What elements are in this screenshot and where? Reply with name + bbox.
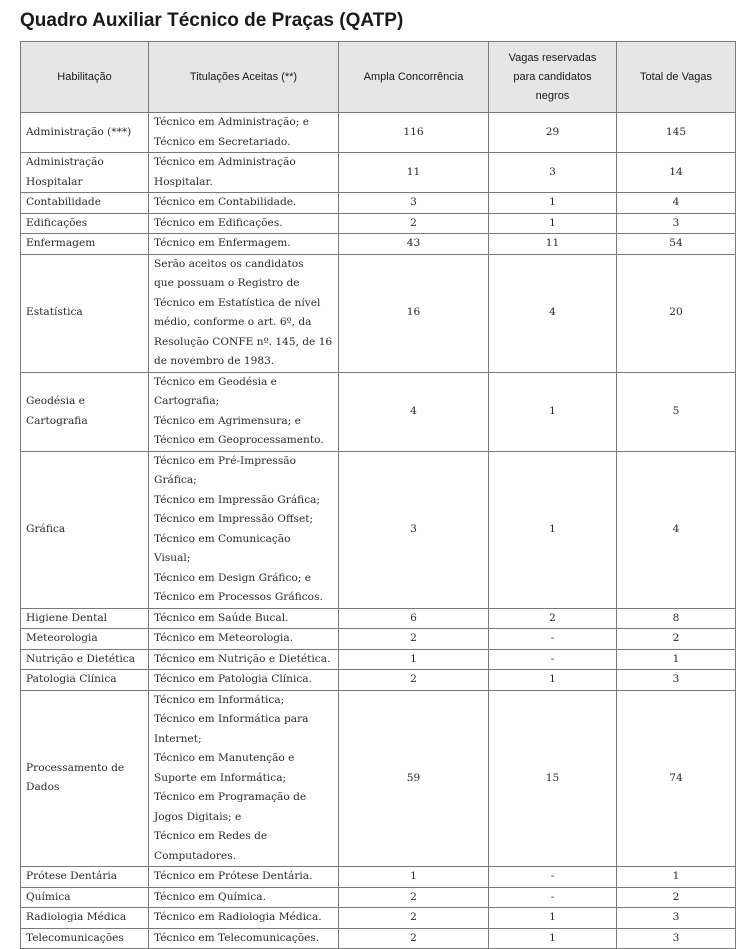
- cell-titulacoes-line: Internet;: [154, 732, 202, 745]
- cell-titulacoes-line: Técnico em Telecomunicações.: [154, 931, 320, 944]
- cell-total-vagas: 54: [617, 234, 736, 255]
- cell-titulacoes: [149, 372, 339, 451]
- cell-titulacoes-line: Técnico em Meteorologia.: [154, 632, 294, 644]
- table-row: [21, 234, 736, 255]
- cell-habilitacao: [21, 649, 149, 670]
- table-row: [21, 254, 736, 372]
- cell-titulacoes-line: Técnico em Programação de: [154, 791, 307, 803]
- cell-habilitacao: [21, 867, 149, 888]
- cell-habilitacao: [21, 113, 149, 153]
- cell-vagas-reservadas: 1: [489, 451, 617, 608]
- cell-titulacoes-line: Técnico em Estatística de nível: [154, 296, 321, 309]
- cell-habilitacao-line: Nutrição e Dietética: [26, 652, 136, 665]
- header-titulacoes: Titulações Aceitas (**): [149, 42, 339, 113]
- cell-total-vagas: 2: [617, 887, 736, 908]
- cell-habilitacao: [21, 213, 149, 234]
- cell-vagas-reservadas: 1: [489, 670, 617, 691]
- cell-titulacoes-line: Técnico em Química.: [154, 890, 266, 903]
- cell-vagas-reservadas: 11: [489, 234, 617, 255]
- cell-total-vagas: 2: [617, 629, 736, 650]
- cell-total-vagas: 3: [617, 908, 736, 929]
- cell-titulacoes: [149, 193, 339, 214]
- cell-ampla-concorrencia: 2: [339, 670, 489, 691]
- cell-habilitacao: [21, 629, 149, 650]
- cell-habilitacao-line: Processamento de: [26, 761, 125, 774]
- cell-ampla-concorrencia: 3: [339, 451, 489, 608]
- cell-total-vagas: 8: [617, 608, 736, 629]
- cell-titulacoes-line: Técnico em Informática para: [154, 713, 309, 725]
- cell-titulacoes-line: Técnico em Comunicação: [154, 532, 291, 545]
- table-row: [21, 608, 736, 629]
- table-row: [21, 908, 736, 929]
- cell-total-vagas: 20: [617, 254, 736, 372]
- cell-ampla-concorrencia: 6: [339, 608, 489, 629]
- cell-ampla-concorrencia: 116: [339, 113, 489, 153]
- cell-vagas-reservadas: 4: [489, 254, 617, 372]
- cell-total-vagas: 4: [617, 451, 736, 608]
- cell-titulacoes-line: Técnico em Contabilidade.: [154, 196, 297, 208]
- cell-vagas-reservadas: 2: [489, 608, 617, 629]
- cell-habilitacao: [21, 670, 149, 691]
- cell-vagas-reservadas: -: [489, 867, 617, 888]
- cell-titulacoes-line: Técnico em Design Gráfico; e: [154, 571, 312, 584]
- cell-vagas-reservadas: 1: [489, 372, 617, 451]
- cell-total-vagas: 4: [617, 193, 736, 214]
- cell-titulacoes-line: Técnico em Edificações.: [154, 216, 283, 229]
- cell-total-vagas: 1: [617, 867, 736, 888]
- cell-titulacoes: [149, 908, 339, 929]
- table-row: [21, 670, 736, 691]
- cell-ampla-concorrencia: 2: [339, 213, 489, 234]
- cell-ampla-concorrencia: 3: [339, 193, 489, 214]
- cell-titulacoes-line: Técnico em Administração: [154, 156, 296, 168]
- cell-habilitacao-line: Edificações: [26, 216, 88, 229]
- table-row: [21, 928, 736, 949]
- cell-titulacoes-line: Técnico em Enfermagem.: [154, 237, 291, 249]
- cell-titulacoes: [149, 649, 339, 670]
- cell-ampla-concorrencia: 2: [339, 887, 489, 908]
- cell-habilitacao-line: Telecomunicações: [26, 931, 124, 944]
- cell-habilitacao-line: Higiene Dental: [26, 611, 108, 624]
- cell-habilitacao: [21, 372, 149, 451]
- cell-titulacoes-line: Hospitalar.: [154, 175, 213, 188]
- table-row: [21, 113, 736, 153]
- cell-habilitacao: [21, 451, 149, 608]
- cell-habilitacao-line: Radiologia Médica: [26, 911, 127, 923]
- cell-titulacoes-line: Técnico em Manutenção e: [154, 752, 295, 764]
- cell-titulacoes-line: Técnico em Prótese Dentária.: [154, 870, 313, 882]
- cell-vagas-reservadas: -: [489, 629, 617, 650]
- cell-titulacoes-line: Técnico em Geoprocessamento.: [154, 434, 324, 446]
- cell-habilitacao: [21, 234, 149, 255]
- cell-titulacoes: [149, 451, 339, 608]
- cell-habilitacao-line: Meteorologia: [26, 632, 98, 644]
- cell-titulacoes: [149, 254, 339, 372]
- cell-ampla-concorrencia: 16: [339, 254, 489, 372]
- cell-titulacoes-line: Técnico em Secretariado.: [154, 135, 291, 148]
- header-total-vagas: Total de Vagas: [617, 42, 736, 113]
- cell-titulacoes: [149, 928, 339, 949]
- cell-titulacoes-line: Técnico em Pré-Impressão: [154, 454, 296, 467]
- cell-habilitacao-line: Cartografia: [26, 414, 88, 427]
- cell-habilitacao-line: Estatística: [26, 306, 83, 319]
- cell-habilitacao-line: Gráfica: [26, 522, 66, 535]
- cell-total-vagas: 3: [617, 670, 736, 691]
- cell-ampla-concorrencia: 4: [339, 372, 489, 451]
- table-row: [21, 153, 736, 193]
- cell-ampla-concorrencia: 2: [339, 928, 489, 949]
- cell-total-vagas: 14: [617, 153, 736, 193]
- cell-habilitacao-line: Enfermagem: [26, 237, 96, 249]
- cell-habilitacao: [21, 254, 149, 372]
- cell-ampla-concorrencia: 1: [339, 867, 489, 888]
- cell-ampla-concorrencia: 43: [339, 234, 489, 255]
- cell-ampla-concorrencia: 2: [339, 629, 489, 650]
- cell-habilitacao-line: Dados: [26, 781, 60, 794]
- table-row: [21, 887, 736, 908]
- cell-habilitacao: [21, 887, 149, 908]
- cell-titulacoes-line: Técnico em Patologia Clínica.: [154, 673, 312, 685]
- cell-titulacoes-line: Cartografia;: [154, 395, 220, 407]
- cell-titulacoes-line: Técnico em Informática;: [154, 693, 285, 706]
- cell-titulacoes-line: Gráfica;: [154, 474, 197, 486]
- table-header-row: [21, 42, 736, 113]
- table-row: [21, 649, 736, 670]
- table-body: [21, 113, 736, 949]
- cell-vagas-reservadas: 15: [489, 690, 617, 867]
- cell-habilitacao-line: Geodésia e: [26, 395, 85, 407]
- table-row: [21, 867, 736, 888]
- cell-vagas-reservadas: 1: [489, 213, 617, 234]
- cell-titulacoes-line: Técnico em Redes de: [154, 830, 268, 842]
- table-row: [21, 451, 736, 608]
- cell-total-vagas: 145: [617, 113, 736, 153]
- cell-titulacoes-line: Técnico em Saúde Bucal.: [154, 611, 289, 624]
- cell-habilitacao-line: Contabilidade: [26, 196, 101, 208]
- cell-titulacoes-line: Técnico em Agrimensura; e: [154, 414, 301, 427]
- cell-total-vagas: 5: [617, 372, 736, 451]
- cell-habilitacao: [21, 608, 149, 629]
- cell-titulacoes-line: Técnico em Nutrição e Dietética.: [154, 652, 331, 665]
- cell-titulacoes-line: médio, conforme o art. 6º, da: [154, 316, 312, 328]
- cell-vagas-reservadas: -: [489, 887, 617, 908]
- cell-titulacoes-line: Técnico em Impressão Gráfica;: [154, 493, 321, 506]
- vacancies-table: [20, 41, 736, 949]
- cell-titulacoes: [149, 867, 339, 888]
- table-row: [21, 372, 736, 451]
- cell-titulacoes: [149, 887, 339, 908]
- cell-titulacoes-line: Técnico em Impressão Offset;: [154, 513, 314, 525]
- cell-titulacoes: [149, 153, 339, 193]
- cell-titulacoes: [149, 629, 339, 650]
- table-row: [21, 213, 736, 234]
- header-ampla-concorrencia: Ampla Concorrência: [339, 42, 489, 113]
- cell-vagas-reservadas: 1: [489, 928, 617, 949]
- cell-titulacoes-line: Técnico em Processos Gráficos.: [154, 591, 323, 603]
- cell-titulacoes-line: Técnico em Geodésia e: [154, 375, 277, 388]
- cell-titulacoes-line: Resolução CONFE nº. 145, de 16: [154, 335, 333, 348]
- header-habilitacao: Habilitação: [21, 42, 149, 113]
- cell-habilitacao-line: Administração (***): [26, 125, 132, 138]
- cell-vagas-reservadas: 1: [489, 908, 617, 929]
- cell-habilitacao: [21, 153, 149, 193]
- cell-titulacoes-line: Técnico em Administração; e: [154, 116, 310, 128]
- cell-vagas-reservadas: 29: [489, 113, 617, 153]
- cell-titulacoes-line: Jogos Digitais; e: [154, 810, 242, 823]
- cell-titulacoes-line: Computadores.: [154, 849, 237, 862]
- cell-vagas-reservadas: 3: [489, 153, 617, 193]
- cell-ampla-concorrencia: 59: [339, 690, 489, 867]
- cell-habilitacao: [21, 690, 149, 867]
- cell-titulacoes-line: Suporte em Informática;: [154, 771, 287, 784]
- cell-habilitacao-line: Química: [26, 890, 71, 903]
- cell-titulacoes: [149, 213, 339, 234]
- cell-ampla-concorrencia: 11: [339, 153, 489, 193]
- cell-total-vagas: 1: [617, 649, 736, 670]
- table-row: [21, 690, 736, 867]
- cell-habilitacao: [21, 908, 149, 929]
- cell-habilitacao-line: Prótese Dentária: [26, 870, 118, 882]
- cell-titulacoes: [149, 670, 339, 691]
- table-row: [21, 629, 736, 650]
- cell-habilitacao: [21, 193, 149, 214]
- cell-total-vagas: 3: [617, 213, 736, 234]
- cell-titulacoes-line: que possuam o Registro de: [154, 277, 300, 289]
- cell-titulacoes-line: Visual;: [154, 552, 191, 564]
- header-vagas-reservadas: Vagas reservadas para candidatos negros: [489, 42, 617, 113]
- cell-ampla-concorrencia: 2: [339, 908, 489, 929]
- cell-titulacoes-line: Serão aceitos os candidatos: [154, 257, 304, 270]
- cell-vagas-reservadas: -: [489, 649, 617, 670]
- cell-titulacoes: [149, 608, 339, 629]
- cell-habilitacao: [21, 928, 149, 949]
- cell-titulacoes-line: Técnico em Radiologia Médica.: [154, 911, 322, 923]
- cell-titulacoes-line: de novembro de 1983.: [154, 355, 275, 367]
- page-title: Quadro Auxiliar Técnico de Praças (QATP): [20, 10, 404, 31]
- cell-vagas-reservadas: 1: [489, 193, 617, 214]
- cell-habilitacao-line: Administração: [26, 156, 104, 168]
- cell-habilitacao-line: Patologia Clínica: [26, 673, 117, 685]
- table-row: [21, 193, 736, 214]
- cell-titulacoes: [149, 234, 339, 255]
- cell-total-vagas: 3: [617, 928, 736, 949]
- cell-titulacoes: [149, 690, 339, 867]
- cell-ampla-concorrencia: 1: [339, 649, 489, 670]
- cell-habilitacao-line: Hospitalar: [26, 175, 83, 188]
- cell-total-vagas: 74: [617, 690, 736, 867]
- cell-titulacoes: [149, 113, 339, 153]
